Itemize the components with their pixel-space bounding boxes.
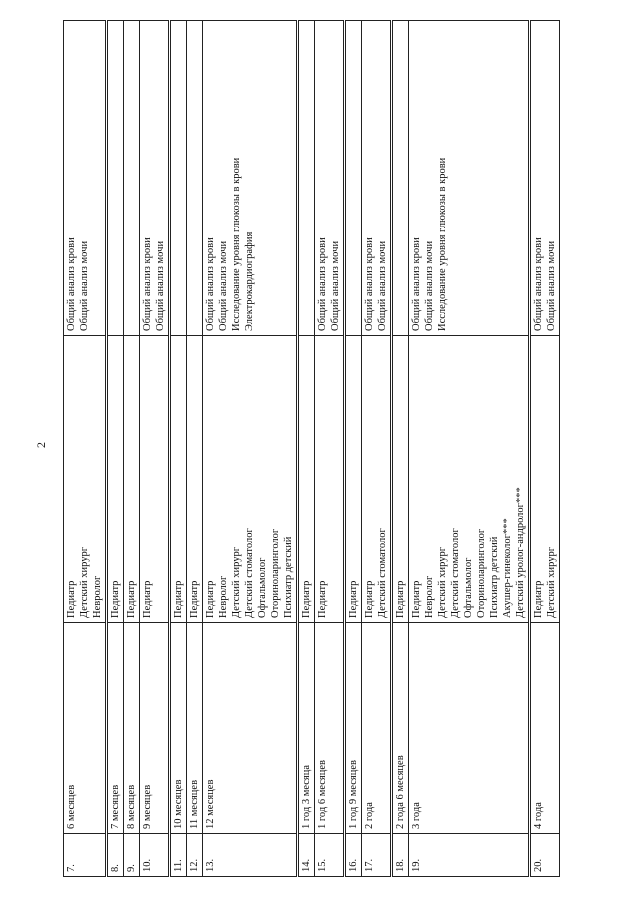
specialist-item: Оториноларинголог (270, 528, 281, 618)
specialist-item: Психиатр детский (489, 536, 500, 618)
specialist-item: Детский хирург (546, 546, 557, 618)
age-cell: 4 года (530, 623, 560, 834)
specialist-item: Невролог (424, 575, 435, 618)
tests-cell (187, 21, 203, 336)
tests-cell (107, 21, 124, 336)
row-number: 10. (140, 834, 170, 877)
age-cell: 3 года (409, 623, 530, 834)
tests-cell (298, 21, 315, 336)
test-item: Исследование уровня глюкозы в крови (437, 157, 448, 331)
specialist-item: Невролог (92, 575, 103, 618)
tests-cell (345, 21, 362, 336)
age-cell: 12 месяцев (203, 623, 298, 834)
specialist-item: Невролог (218, 575, 229, 618)
specialists-cell (345, 336, 362, 623)
specialist-item: Педиатр (110, 580, 121, 618)
specialist-item: Детский уролог-андролог*** (515, 487, 526, 618)
specialist-item: Педиатр (364, 580, 375, 618)
table-row (345, 21, 362, 877)
specialists-cell (170, 336, 187, 623)
specialist-item: Педиатр (126, 580, 137, 618)
specialist-item: Педиатр (317, 580, 328, 618)
tests-cell (315, 21, 345, 336)
table-row (530, 21, 560, 877)
row-number: 8. (107, 834, 124, 877)
specialist-item: Акушер-гинеколог*** (502, 518, 513, 618)
test-item: Общий анализ крови (66, 237, 77, 331)
specialists-cell (140, 336, 170, 623)
specialists-cell (362, 336, 392, 623)
tests-cell (140, 21, 170, 336)
table-row (187, 21, 203, 877)
specialists-cell (530, 336, 560, 623)
table-body (64, 21, 560, 877)
age-cell: 2 года (362, 623, 392, 834)
specialist-item: Детский стоматолог (244, 528, 255, 618)
row-number: 7. (64, 834, 107, 877)
tests-cell (170, 21, 187, 336)
specialists-cell (124, 336, 140, 623)
tests-cell (409, 21, 530, 336)
table-row (140, 21, 170, 877)
row-number: 19. (409, 834, 530, 877)
test-item: Общий анализ мочи (218, 240, 229, 331)
specialists-cell (392, 336, 409, 623)
specialists-cell (298, 336, 315, 623)
test-item: Общий анализ мочи (79, 240, 90, 331)
row-number: 17. (362, 834, 392, 877)
table-row (409, 21, 530, 877)
row-number: 11. (170, 834, 187, 877)
age-cell: 6 месяцев (64, 623, 107, 834)
test-item: Общий анализ крови (142, 237, 153, 331)
table-row (203, 21, 298, 877)
table-row (362, 21, 392, 877)
specialist-item: Детский стоматолог (450, 528, 461, 618)
specialists-cell (107, 336, 124, 623)
age-cell: 9 месяцев (140, 623, 170, 834)
specialist-item: Педиатр (189, 580, 200, 618)
row-number: 13. (203, 834, 298, 877)
test-item: Исследование уровня глюкозы в крови (231, 157, 242, 331)
row-number: 20. (530, 834, 560, 877)
age-cell: 1 год 9 месяцев (345, 623, 362, 834)
specialist-item: Педиатр (301, 580, 312, 618)
test-item: Общий анализ мочи (155, 240, 166, 331)
specialist-item: Психиатр детский (283, 536, 294, 618)
age-cell: 11 месяцев (187, 623, 203, 834)
rotated-table-sheet (63, 27, 615, 877)
age-cell: 1 год 3 месяца (298, 623, 315, 834)
test-item: Электрокардиография (244, 231, 255, 331)
specialists-cell (187, 336, 203, 623)
specialist-item: Педиатр (142, 580, 153, 618)
row-number: 16. (345, 834, 362, 877)
test-item: Общий анализ крови (364, 237, 375, 331)
specialist-item: Офтальмолог (463, 557, 474, 618)
tests-cell (362, 21, 392, 336)
row-number: 14. (298, 834, 315, 877)
row-number: 9. (124, 834, 140, 877)
table-row (298, 21, 315, 877)
age-cell: 1 год 6 месяцев (315, 623, 345, 834)
specialist-item: Педиатр (395, 580, 406, 618)
age-cell: 7 месяцев (107, 623, 124, 834)
specialist-item: Педиатр (533, 580, 544, 618)
specialists-cell (409, 336, 530, 623)
age-cell: 2 года 6 месяцев (392, 623, 409, 834)
table-row (170, 21, 187, 877)
row-number: 18. (392, 834, 409, 877)
row-number: 15. (315, 834, 345, 877)
specialist-item: Педиатр (348, 580, 359, 618)
age-cell: 8 месяцев (124, 623, 140, 834)
age-cell: 10 месяцев (170, 623, 187, 834)
test-item: Общий анализ мочи (377, 240, 388, 331)
tests-cell (530, 21, 560, 336)
table-row (64, 21, 107, 877)
specialist-item: Детский хирург (79, 546, 90, 618)
specialist-item: Детский стоматолог (377, 528, 388, 618)
specialists-cell (203, 336, 298, 623)
tests-cell (203, 21, 298, 336)
table-row (124, 21, 140, 877)
test-item: Общий анализ мочи (424, 240, 435, 331)
specialist-item: Детский хирург (231, 546, 242, 618)
specialist-item: Педиатр (66, 580, 77, 618)
tests-cell (392, 21, 409, 336)
specialists-cell (315, 336, 345, 623)
specialist-item: Педиатр (411, 580, 422, 618)
table-row (315, 21, 345, 877)
examination-schedule-table (63, 20, 560, 877)
test-item: Общий анализ мочи (330, 240, 341, 331)
test-item: Общий анализ крови (533, 237, 544, 331)
page-number: 2 (34, 442, 48, 448)
specialists-cell (64, 336, 107, 623)
tests-cell (124, 21, 140, 336)
row-number: 12. (187, 834, 203, 877)
table-row (392, 21, 409, 877)
specialist-item: Педиатр (205, 580, 216, 618)
table-row (107, 21, 124, 877)
test-item: Общий анализ крови (411, 237, 422, 331)
specialist-item: Детский хирург (437, 546, 448, 618)
specialist-item: Оториноларинголог (476, 528, 487, 618)
test-item: Общий анализ крови (317, 237, 328, 331)
specialist-item: Офтальмолог (257, 557, 268, 618)
specialist-item: Педиатр (173, 580, 184, 618)
tests-cell (64, 21, 107, 336)
test-item: Общий анализ мочи (546, 240, 557, 331)
test-item: Общий анализ крови (205, 237, 216, 331)
